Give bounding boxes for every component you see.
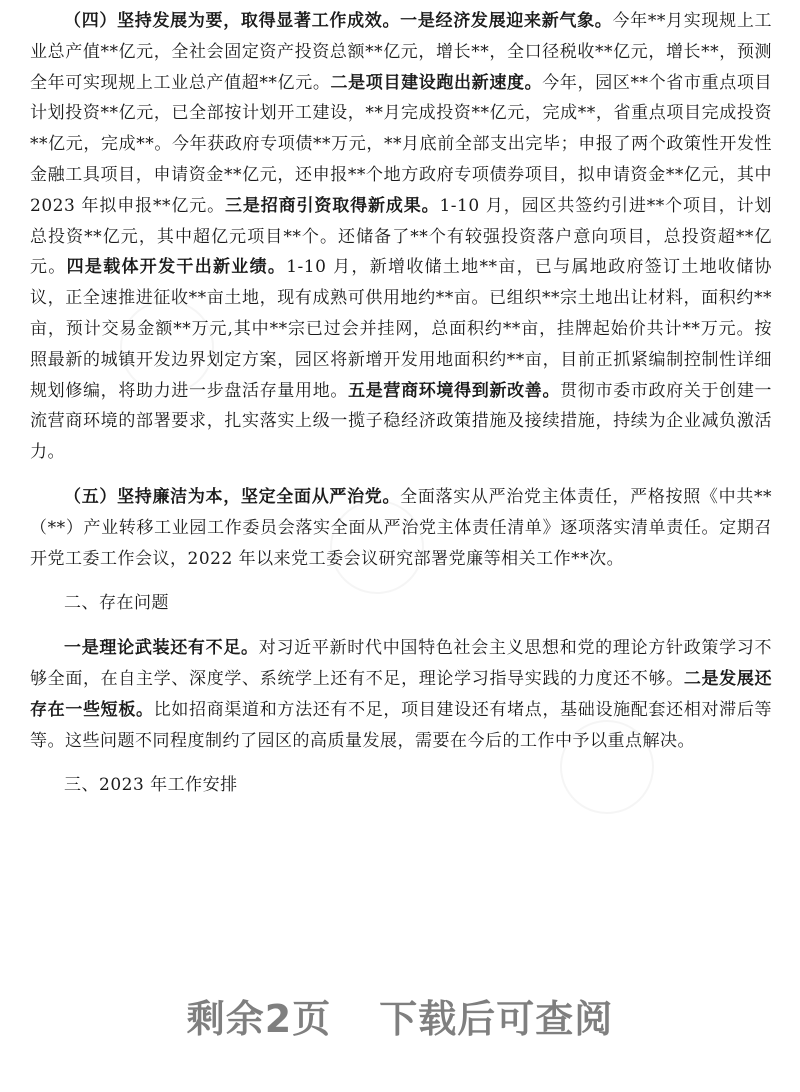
section-4-lead: （四）坚持发展为要，取得显著工作成效。 (64, 11, 401, 31)
problems-paragraph (30, 633, 772, 756)
section-5-paragraph (30, 482, 772, 574)
point-1-text: 今年**月实现规上工业总产值**亿元，全社会固定资产投资总额**亿元，增长**，全口径税收**亿元，增长**，预测全年可实现规上工业总产值超**亿元。 (30, 11, 773, 93)
point-1-title: 一是经济发展迎来新气象。 (400, 11, 613, 31)
point-4-text: 1-10 月，新增收储土地**亩，已与属地政府签订土地收储协议，正全速推进征收**亩土地，现有成熟可供用地约**亩。已组织**宗土地出让材料，面积约**亩，预计交易金额**万元,其中**宗已过会并挂网，总面积约**亩，挂牌起始价共计**万元。按照最新的城镇开发边界划定方案，园区将新增开发用地面积约**亩，目前正抓紧编制控制性详细规划修编，将助力进一步盘活存量用地。 (30, 257, 773, 401)
point-2-title: 二是项目建设跑出新速度。 (330, 72, 543, 93)
download-hint-text: 下载后可查阅 (379, 997, 614, 1041)
point-3-text: 1-10 月，园区共签约引进**个项目，计划总投资**亿元，其中超亿元项目**个。还储备了**个有较强投资落户意向项目，总投资超**亿元。 (30, 195, 772, 278)
point-2-text: 今年，园区**个省市重点项目计划投资**亿元，已全部按计划开工建设，**月完成投资**亿元，完成**，省重点项目完成投资**亿元，完成**。今年获政府专项债**万元，**月底前全部支出完毕；申报了两个政策性开发性金融工具项目，申请资金**亿元，还申报**个地方政府专项债券项目，拟申请资金**亿元，其中 2023 年拟申报**亿元。 (30, 72, 773, 216)
remaining-pages-text: 剩余2页 (186, 997, 332, 1041)
point-5-title: 五是营商环境得到新改善。 (348, 380, 561, 401)
point-5-text: 贯彻市委市政府关于创建一流营商环境的部署要求，扎实落实上级一揽子稳经济政策措施及接续措施，持续为企业减负激活力。 (30, 380, 773, 463)
document-page (30, 6, 772, 801)
remaining-pages-banner (0, 988, 800, 1043)
problem-1-title: 一是理论武装还有不足。 (64, 638, 259, 659)
problem-2-text: 比如招商渠道和方法还有不足，项目建设还有堵点，基础设施配套还相对滞后等等。这些问题不同程度制约了园区的高质量发展，需要在今后的工作中予以重点解决。 (30, 699, 773, 751)
point-4-title: 四是载体开发干出新业绩。 (66, 257, 287, 278)
heading-2023-plan: 三、2023 年工作安排 (64, 775, 238, 796)
heading-problems: 二、存在问题 (64, 593, 169, 614)
point-3-title: 三是招商引资取得新成果。 (225, 195, 440, 216)
section-5-text: 全面落实从严治党主体责任，严格按照《中共**（**）产业转移工业园工作委员会落实全面从严治党主体责任清单》逐项落实清单责任。定期召开党工委工作会议，2022 年以来党工委会议研究部署党廉等相关工作**次。 (30, 486, 773, 569)
problem-2-title: 二是发展还存在一些短板。 (30, 668, 773, 720)
section-4-paragraph (30, 6, 772, 468)
section-5-lead: （五）坚持廉洁为本，坚定全面从严治党。 (64, 486, 401, 507)
problem-1-text: 对习近平新时代中国特色社会主义思想和党的理论方针政策学习不够全面，在自主学、深度学、系统学上还有不足，理论学习指导实践的力度还不够。 (30, 638, 773, 689)
